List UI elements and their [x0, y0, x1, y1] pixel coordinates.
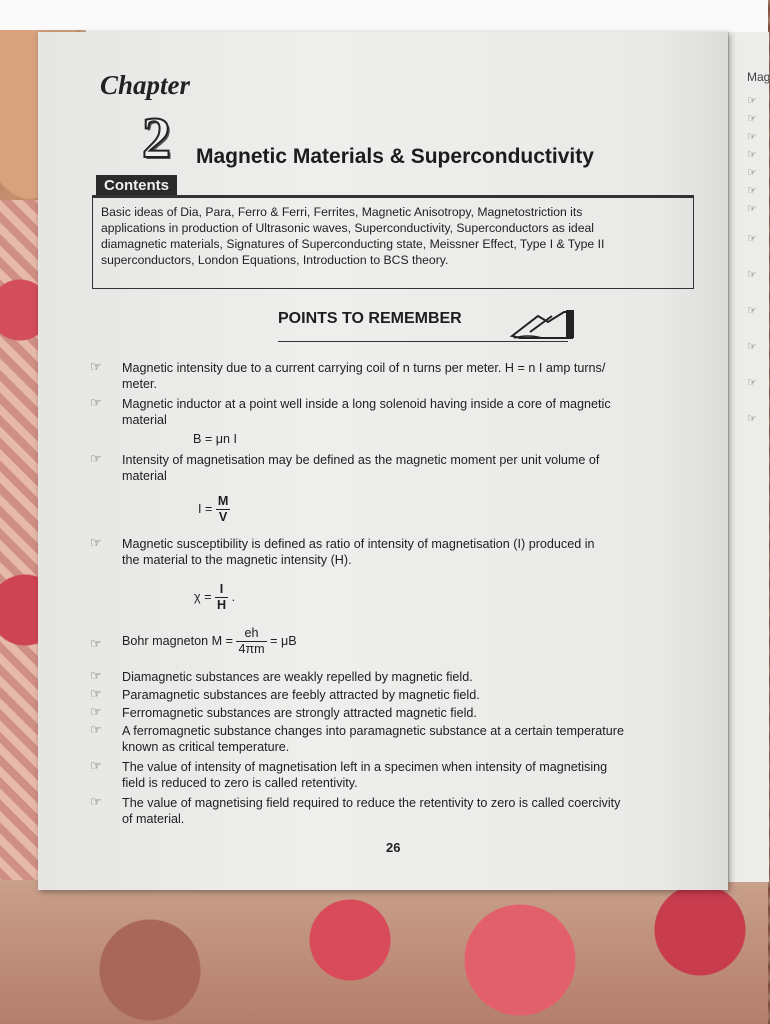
- point-item: [122, 687, 704, 703]
- pointing-hand-icon: ☞: [90, 451, 102, 466]
- point-item: [122, 723, 704, 755]
- point-item: [122, 536, 704, 568]
- background-top: [0, 0, 768, 32]
- pointing-hand-icon: ☞: [90, 686, 102, 701]
- pointing-hand-icon: ☞: [747, 95, 757, 107]
- point-line: Diamagnetic substances are weakly repelled by magnetic field.: [122, 670, 473, 684]
- point-line: A ferromagnetic substance changes into paramagnetic substance at a certain temperature: [122, 724, 624, 738]
- pointing-hand-icon: ☞: [747, 149, 757, 161]
- pointing-hand-icon: ☞: [90, 395, 102, 410]
- book-page: [38, 32, 728, 890]
- pointing-hand-icon: ☞: [90, 794, 102, 809]
- contents-line: applications in production of Ultrasonic waves, Superconductivity, Superconductors as ideal: [101, 221, 594, 235]
- pointing-hand-icon: ☞: [747, 269, 757, 281]
- point-item: [122, 795, 704, 827]
- point-item: [122, 626, 704, 657]
- point-line: Magnetic inductor at a point well inside a long solenoid having inside a core of magnetic: [122, 397, 611, 411]
- contents-line: superconductors, London Equations, Introduction to BCS theory.: [101, 253, 449, 267]
- fraction-numerator: M: [217, 494, 229, 508]
- equation-tail: .: [231, 589, 236, 604]
- equation-tail: = μB: [270, 633, 297, 648]
- point-line: of material.: [122, 812, 185, 826]
- point-line: The value of magnetising field required to reduce the retentivity to zero is called coercivity: [122, 796, 621, 810]
- pointing-hand-icon: ☞: [747, 185, 757, 197]
- pointing-hand-icon: ☞: [747, 233, 757, 245]
- fraction: [215, 582, 228, 613]
- fraction: [216, 494, 231, 525]
- equation-chi: [194, 582, 235, 613]
- contents-label: Contents: [96, 175, 177, 196]
- point-line: Magnetic intensity due to a current carrying coil of n turns per meter. H = n I amp turns/: [122, 361, 606, 375]
- pointing-hand-icon: ☞: [747, 167, 757, 179]
- point-line: field is reduced to zero is called retentivity.: [122, 776, 358, 790]
- point-line: The value of intensity of magnetisation left in a specimen when intensity of magnetising: [122, 760, 608, 774]
- pointing-hand-icon: ☞: [747, 413, 757, 425]
- point-line: Intensity of magnetisation may be defined as the magnetic moment per unit volume of: [122, 453, 600, 467]
- pointing-hand-icon: ☞: [747, 131, 757, 143]
- pointing-hand-icon: ☞: [90, 636, 102, 651]
- point-line: Ferromagnetic substances are strongly attracted magnetic field.: [122, 706, 477, 720]
- point-item: [122, 705, 704, 721]
- pen-hand-icon: [508, 308, 578, 342]
- contents-box: [92, 195, 694, 289]
- point-item: [122, 759, 704, 791]
- pointing-hand-icon: ☞: [90, 758, 102, 773]
- point-item: [122, 396, 704, 428]
- heading-underline: [278, 341, 568, 342]
- chapter-number: 2: [142, 105, 171, 170]
- contents-line: Basic ideas of Dia, Para, Ferro & Ferri, Ferrites, Magnetic Anisotropy, Magnetostriction its: [101, 205, 583, 219]
- point-line: meter.: [122, 377, 157, 391]
- section-heading: POINTS TO REMEMBER: [278, 310, 462, 327]
- pointing-hand-icon: ☞: [90, 535, 102, 550]
- pointing-hand-icon: ☞: [90, 359, 102, 374]
- point-line: Bohr magneton M =: [122, 633, 233, 648]
- pointing-hand-icon: ☞: [747, 377, 757, 389]
- point-line: the material to the magnetic intensity (H).: [122, 553, 352, 567]
- pointing-hand-icon: ☞: [747, 113, 757, 125]
- background-fabric-bottom: [0, 880, 768, 1024]
- point-line: known as critical temperature.: [122, 740, 290, 754]
- equation-lhs: χ =: [194, 589, 212, 604]
- point-item: [122, 360, 704, 392]
- point-line: Paramagnetic substances are feebly attracted by magnetic field.: [122, 688, 480, 702]
- fraction-numerator: eh: [244, 626, 259, 640]
- fraction: [236, 626, 266, 657]
- chapter-label: Chapter: [100, 70, 191, 100]
- fraction-denominator: H: [216, 598, 227, 612]
- fraction-numerator: I: [219, 582, 224, 596]
- next-page-title: Mag: [747, 70, 770, 84]
- point-item: [122, 669, 704, 685]
- fraction-denominator: V: [216, 509, 231, 525]
- point-line: material: [122, 413, 167, 427]
- point-item: [122, 452, 704, 484]
- pointing-hand-icon: ☞: [747, 341, 757, 353]
- pointing-hand-icon: ☞: [747, 203, 757, 215]
- equation-b: B = μn I: [193, 432, 238, 446]
- next-page-edge: [728, 32, 769, 882]
- pointing-hand-icon: ☞: [90, 668, 102, 683]
- pointing-hand-icon: ☞: [747, 305, 757, 317]
- point-line: material: [122, 469, 167, 483]
- pointing-hand-icon: ☞: [90, 722, 102, 737]
- equation-lhs: I =: [198, 501, 213, 516]
- fraction-denominator: 4πm: [238, 642, 265, 656]
- equation-i: [198, 494, 230, 525]
- contents-line: diamagnetic materials, Signatures of Superconducting state, Meissner Effect, Type I & Type II: [101, 237, 605, 251]
- pointing-hand-icon: ☞: [90, 704, 102, 719]
- chapter-title: Magnetic Materials & Superconductivity: [196, 145, 594, 168]
- point-line: Magnetic susceptibility is defined as ratio of intensity of magnetisation (I) produced in: [122, 537, 595, 551]
- page-number: 26: [386, 840, 401, 855]
